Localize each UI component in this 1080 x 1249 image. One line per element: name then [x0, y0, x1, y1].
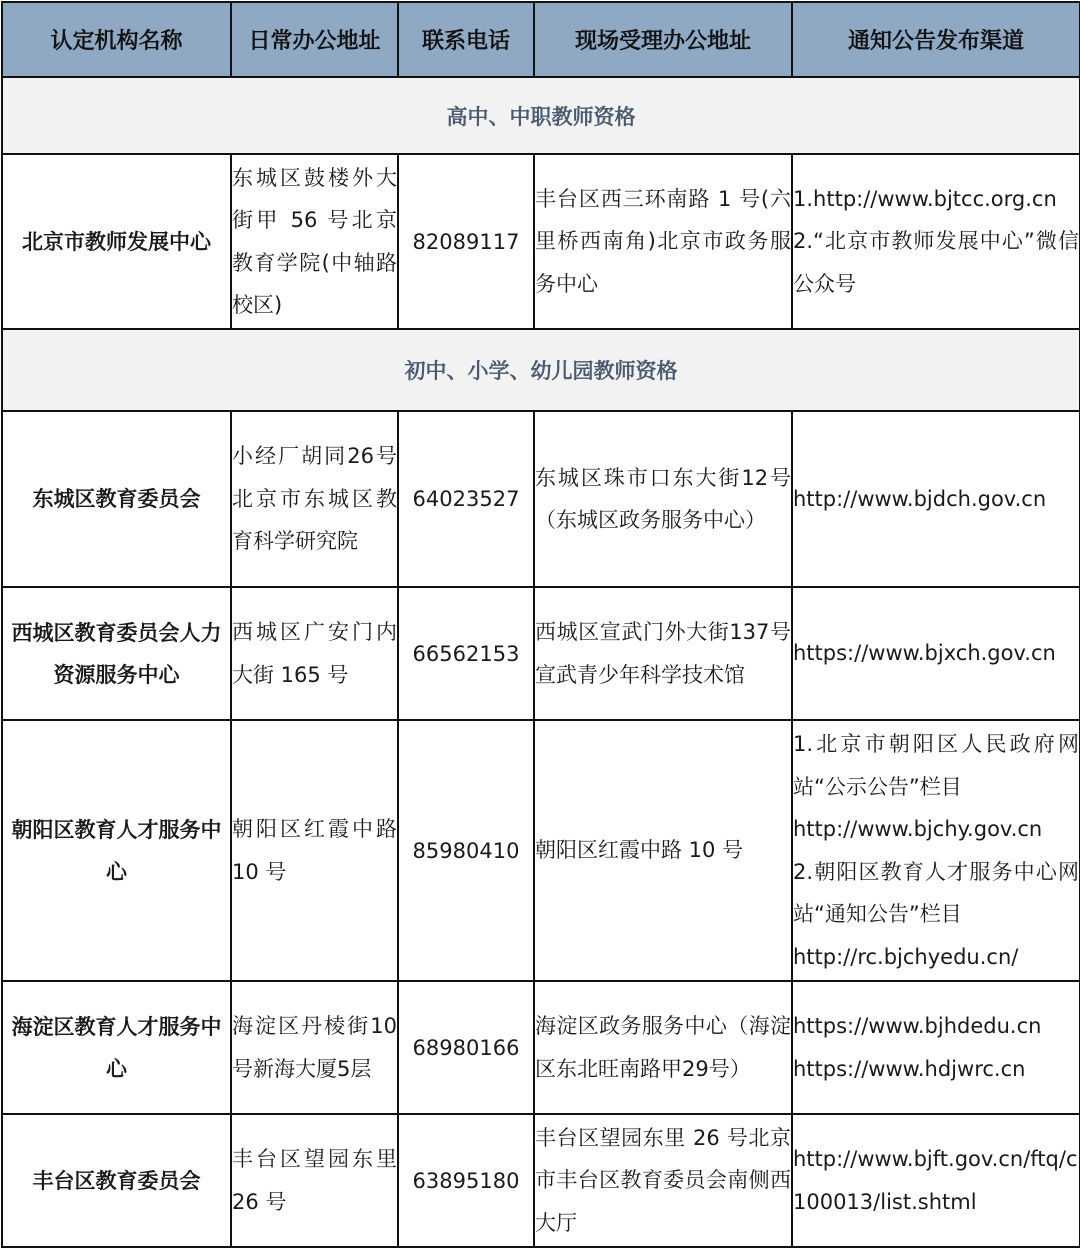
- channel-line: 2.朝阳区教育人才服务中心网站“通知公告”栏目: [793, 859, 1079, 926]
- channel-link[interactable]: http://www.bjdch.gov.cn: [793, 486, 1047, 511]
- teacher-certification-table: [1, 1, 1080, 1248]
- office-address: 海淀区丹棱街10号新海大厦5层: [231, 981, 398, 1114]
- phone-number: 66562153: [398, 587, 534, 720]
- org-name: 北京市教师发展中心: [2, 154, 231, 329]
- section-row: [2, 77, 1080, 154]
- section-title: 初中、小学、幼儿园教师资格: [2, 329, 1080, 411]
- header-notice-channel: 通知公告发布渠道: [792, 2, 1080, 77]
- table-row: [2, 1114, 1080, 1247]
- notice-channel: [792, 411, 1080, 587]
- channel-line: 1.北京市朝阳区人民政府网站“公示公告”栏目: [793, 732, 1079, 799]
- org-name: 朝阳区教育人才服务中心: [2, 720, 231, 981]
- header-office-address: 日常办公地址: [231, 2, 398, 77]
- header-org-name: 认定机构名称: [2, 2, 231, 77]
- org-name: 西城区教育委员会人力资源服务中心: [2, 587, 231, 720]
- org-name: 东城区教育委员会: [2, 411, 231, 587]
- header-phone: 联系电话: [398, 2, 534, 77]
- notice-channel: [792, 720, 1080, 981]
- channel-link[interactable]: 1.http://www.bjtcc.org.cn: [793, 186, 1057, 211]
- office-address: 东城区鼓楼外大街甲 56 号北京教育学院(中轴路校区): [231, 154, 398, 329]
- phone-number: 85980410: [398, 720, 534, 981]
- table-row: [2, 720, 1080, 981]
- phone-number: 64023527: [398, 411, 534, 587]
- office-address: 小经厂胡同26号北京市东城区教育科学研究院: [231, 411, 398, 587]
- onsite-address: 海淀区政务服务中心（海淀区东北旺南路甲29号）: [534, 981, 792, 1114]
- channel-link[interactable]: https://www.bjxch.gov.cn: [793, 641, 1056, 666]
- channel-link[interactable]: https://www.bjhdedu.cn: [793, 1014, 1042, 1038]
- office-address: 西城区广安门内大街 165 号: [231, 587, 398, 720]
- channel-line: 2.“北京市教师发展中心”微信公众号: [793, 229, 1079, 296]
- notice-channel: [792, 154, 1080, 329]
- table-row: [2, 411, 1080, 587]
- header-row: [2, 2, 1080, 77]
- notice-channel: [792, 587, 1080, 720]
- table-row: [2, 981, 1080, 1114]
- onsite-address: 朝阳区红霞中路 10 号: [534, 720, 792, 981]
- phone-number: 68980166: [398, 981, 534, 1114]
- onsite-address: 丰台区西三环南路 1 号(六里桥西南角)北京市政务服务中心: [534, 154, 792, 329]
- org-name: 海淀区教育人才服务中心: [2, 981, 231, 1114]
- section-title: 高中、中职教师资格: [2, 77, 1080, 154]
- channel-link[interactable]: http://www.bjft.gov.cn/ftq/c100013/list.shtml: [793, 1147, 1078, 1214]
- notice-channel: [792, 981, 1080, 1114]
- phone-number: 63895180: [398, 1114, 534, 1247]
- onsite-address: 西城区宣武门外大街137号 宣武青少年科学技术馆: [534, 587, 792, 720]
- channel-link[interactable]: https://www.hdjwrc.cn: [793, 1056, 1026, 1081]
- table-row: [2, 587, 1080, 720]
- table-row: [2, 154, 1080, 329]
- office-address: 朝阳区红霞中路 10 号: [231, 720, 398, 981]
- channel-link[interactable]: http://www.bjchy.gov.cn: [793, 817, 1043, 841]
- office-address: 丰台区望园东里 26 号: [231, 1114, 398, 1247]
- phone-number: 82089117: [398, 154, 534, 329]
- onsite-address: 丰台区望园东里 26 号北京市丰台区教育委员会南侧西大厅: [534, 1114, 792, 1247]
- header-onsite-address: 现场受理办公地址: [534, 2, 792, 77]
- onsite-address: 东城区珠市口东大街12号（东城区政务服务中心）: [534, 411, 792, 587]
- notice-channel: [792, 1114, 1080, 1247]
- section-row: [2, 329, 1080, 411]
- org-name: 丰台区教育委员会: [2, 1114, 231, 1247]
- channel-link[interactable]: http://rc.bjchyedu.cn/: [793, 944, 1019, 969]
